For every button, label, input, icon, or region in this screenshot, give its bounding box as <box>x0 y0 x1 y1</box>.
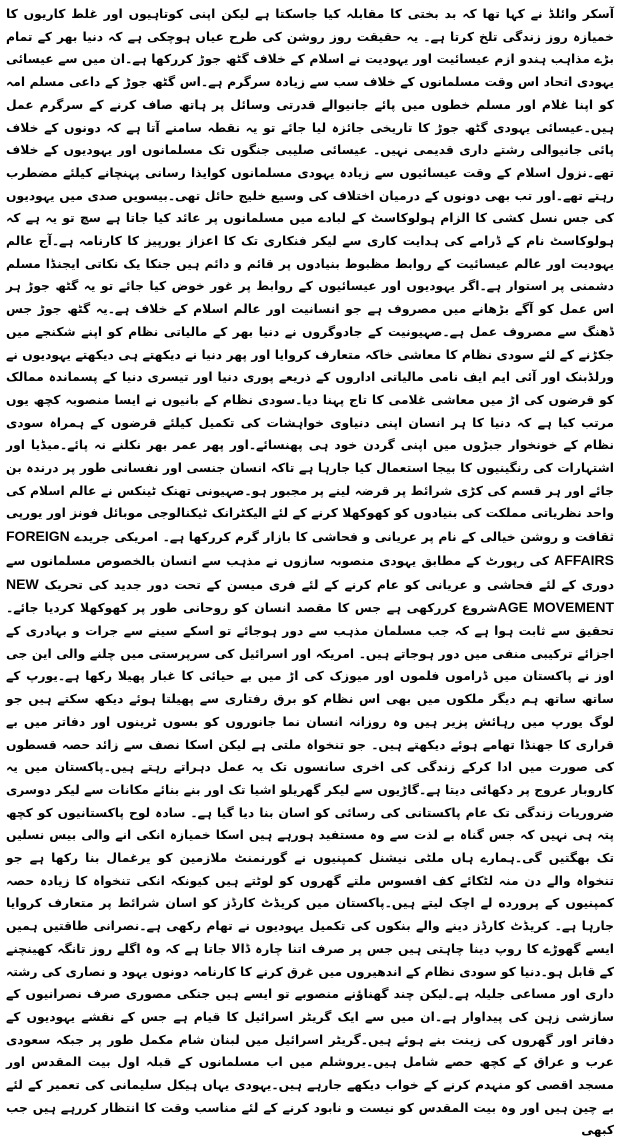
english-term-new-age-movement: NEW AGE MOVEMENT <box>6 575 615 616</box>
article-paragraph-part-3: شروع کررکھی ہے جس کا مقصد انسان کو روحانی طور پر کھوکھلا کردیا جائے۔تحقیق سے ثابت ہوا ہے کہ جب مسلمان مذہب سے دور ہوجائے تو اسکے سینے سے جرات و بہادری کے اجزائے ترکیبی منفی میں دور ہوجاتے ہیں۔ امریکہ اور اسرائیل کی سرپرستی میں چلنے والی این جی اوز نے پاکستان میں ڈراموں فلموں اور میوزک کی اڑ میں بے حیائی کا غبار پھیلا رکھا ہے۔یورپ کے ساتھ ساتھ ہم دیگر ملکوں میں بھی اس نظام کو برق رفتاری سے پھیلتا ہوئے دیکھ سکتے ہیں جو لوگ یورپ میں رہائش پزیر ہیں وہ روزانہ انسان نما جانوروں کو بسوں ٹرینوں اور دفاتر میں بے قراری کا جھنڈا تھامے ہوئے دیکھتے ہیں۔ جو تنخواہ ملتی ہے لیکن اسکا نصف سے زائد حصہ قسطوں کی صورت میں ادا کرکے زندگی کی اخری سانسوں تک یہ عمل دہراتے رہتے ہیں۔پاکستان میں یہ کاروبار عروج پر دکھائی دیتا ہے۔گاڑیوں سے لیکر گھریلو اشیا تک اور بنے بنائے مکانات سے لیکر دوسری ضروریات زندگی تک عام پاکستانی کی رسائی کو اسان بنا دیا گیا ہے۔ سادہ لوح پاکستانیوں کو کچھ پتہ ہی نہیں کہ جس گناہ بے لذت سے وہ مستفید ہورہے ہیں اسکا خمیازہ انکی انے والی بیس نسلیں تک بھگتیں گی۔ہمارے ہاں ملٹی نیشنل کمپنیوں نے گورنمنٹ ملازمین کو یرغمال بنا رکھا ہے جو تنخواہ والے دن منہ لٹکائے کف افسوس ملتے گھروں کو لوٹتے ہیں کیونکہ انکی تنخواہ کا زیادہ حصہ کمپنیوں کے پرورده لے اچک لیتے ہیں۔پاکستان میں کریڈٹ کارڈز کو اسان شرائط پر متعارف کروایا جارہا ہے۔ کریڈٹ کارڈز دینے والے بنکوں کی تکمیل یہودیوں نے تھام رکھی ہے۔نصرانی طاقتیں ہمیں ایسے گھوڑے کا روپ دینا چاہتی ہیں جس پر صرف اتنا چارہ ڈالا جاتا ہے کہ وہ اگلے روز تانگہ کھینچنے کے قابل ہو۔دنیا کو سودی نظام کے اندھیروں میں غرق کرنے کا کارنامہ دونوں یہود و نصاری کی رشتہ داری اور مساعی جلیلہ ہے۔لیکن چند گھناؤنے منصوبے تو ایسے ہیں جنکی مصوری صرف نصرانیوں کے سازشی زہن کی پیداوار ہے۔ان میں سے ایک گریٹر اسرائیل کا قیام ہے جس کے نقشے یہودیوں کے دفاتر اور گھروں کی زینت بنے ہوئے ہیں۔گریٹر اسرائیل میں لبنان شام مکمل طور پر جبکہ سعودی عرب و عراق کے کچھ حصے شامل ہیں۔یروشلم میں اب مسلمانوں کے قبلہ اول بیت المقدس اور مسجد اقصی کو منہدم کرنے کے خواب دیکھے جارہے ہیں۔یہودی یہاں ہیکل سلیمانی کی تعمیر کے لئے بے چین ہیں اور وہ بیت المقدس کو نیست و نابود کرنے کے لئے مناسب وقت کا انتظار کررہے ہیں جب کبھی <box>6 601 614 1138</box>
article-paragraph-part-1: آسکر وائلڈ نے کہا تھا کہ بد بختی کا مقابلہ کیا جاسکتا ہے لیکن اپنی کوتاہیوں اور غلط کاریوں کا خمیازہ روز زندگی تلخ کرتا ہے۔ یہ حقیقت روز روشن کی طرح عیاں ہوچکی ہے کہ دنیا بھر کے تمام بڑے مذاہب ہندو ازم عیسائیت اور یہودیت نے اسلام کے خلاف گٹھ جوڑ کررکھا ہے۔ان میں سے عیسائی یہودی اتحاد اس وقت مسلمانوں کے خلاف سب سے زیادہ سرگرم ہے۔اس گٹھ جوڑ کے داعی مسلم امہ کو اپنا غلام اور مسلم خطوں میں پائے جانیوالے قدرتی وسائل پر ہاتھ صاف کرنے کے سرگرم عمل ہیں۔عیسائی یہودی گٹھ جوڑ کا تاریخی جائزہ لیا جائے تو یہ نقطہ سامنے آتا ہے کہ دونوں کے خلاف پائی جانیوالی رشتے داری قدیمی نہیں۔ عیسائی صلیبی جنگوں تک مسلمانوں اور یہودیوں کے خلاف تھے۔نزول اسلام کے وقت عیسائیوں سے زیادہ یہودی مسلمانوں کوایذا رسانی پہنچانے کیلئے مضطرب رہتے تھے۔اور تب بھی دونوں کے درمیان اختلاف کی وسیع خلیج حائل تھی۔بیسویں صدی میں یہودیوں کی جس نسل کشی کا الزام ہولوکاسٹ کے لبادے میں مسلمانوں پر عائد کیا جاتا ہے سچ تو یہ ہے کہ ہولوکاسٹ نام کے ڈرامے کی ہدایت کاری سے لیکر فنکاری تک کا اعزاز یورپیز کا کارنامہ ہے۔آج عالم یہودیت اور عالم عیسائیت کے روابط مظبوط بنیادوں پر قائم و دائم ہیں جنکا یک نکاتی ایجنڈا مسلم دشمنی پر استوار ہے۔اگر یہودیوں اور عیسائیوں کے روابط پر غور خوض کیا جائے تو یہ گٹھ جوڑ ہر اس عمل کو آگے بڑھانے میں مصروف ہے جو انسانیت اور عالم اسلام کے خلاف ہے۔یہ گٹھ جوڑ جس ڈھنگ سے مصروف عمل ہے۔صہیونیت کے جادوگروں نے دنیا بھر کے مالیاتی نظام کو اپنے شکنجے میں جکڑنے کے لئے سودی نظام کا معاشی خاکہ متعارف کروایا اور پھر دنیا نے دیکھتے ہی دیکھتے یہودیوں نے ورلڈبنک اور آئی ایم ایف نامی مالیاتی اداروں کے ذریعے پوری دنیا اور تیسری دنیا کے پسماندہ ممالک کو قرضوں کی اڑ میں معاشی غلامی کا تاج پہنا دیا۔سودی نظام کے بانیوں نے ایسا منصوبہ کچھ یوں مرتب کیا ہے کہ دنیا کا ہر انسان اپنی دنیاوی خواہشات کی تکمیل کیلئے قرضوں کے ہمراہ سودی نظام کے خونخوار جبڑوں میں اپنی گردن خود ہی پھنسائے۔اور پھر عمر بھر نکلنے نہ پائے۔میڈیا اور اشتہارات کی رنگینیوں کا بیجا استعمال کیا جارہا ہے تاکہ انسان جنسی اور نفسانی طور پر درندہ بن جائے اور ہر قسم کی کڑی شرائط پر قرضہ لینے پر مجبور ہو۔صہیونی تھنک ٹینکس نے عالم اسلام کی واحد نظریاتی مملکت کی بنیادوں کو کھوکھلا کرنے کے لئے الیکٹرانک ٹیکنالوجی موبائل فونز اور یورپی ثقافت و روشن خیالی کے نام پر عریانی و فحاشی کا بازار گرم کررکھا ہے۔ امریکی جریدے <box>6 7 615 545</box>
english-term-foreign-affairs: FOREIGN AFFAIRS <box>6 528 614 568</box>
article-body <box>6 3 614 1142</box>
article-paragraph-part-2: کی رپورٹ کے مطابق یہودی منصوبہ سازوں نے مذہب سے انسان بالخصوص مسلمانوں سے دوری کے لئے فحاشی و عریانی کو عام کرنے کے لئے فری میسن کے تحت دور جدید کی تحریک <box>6 553 614 592</box>
